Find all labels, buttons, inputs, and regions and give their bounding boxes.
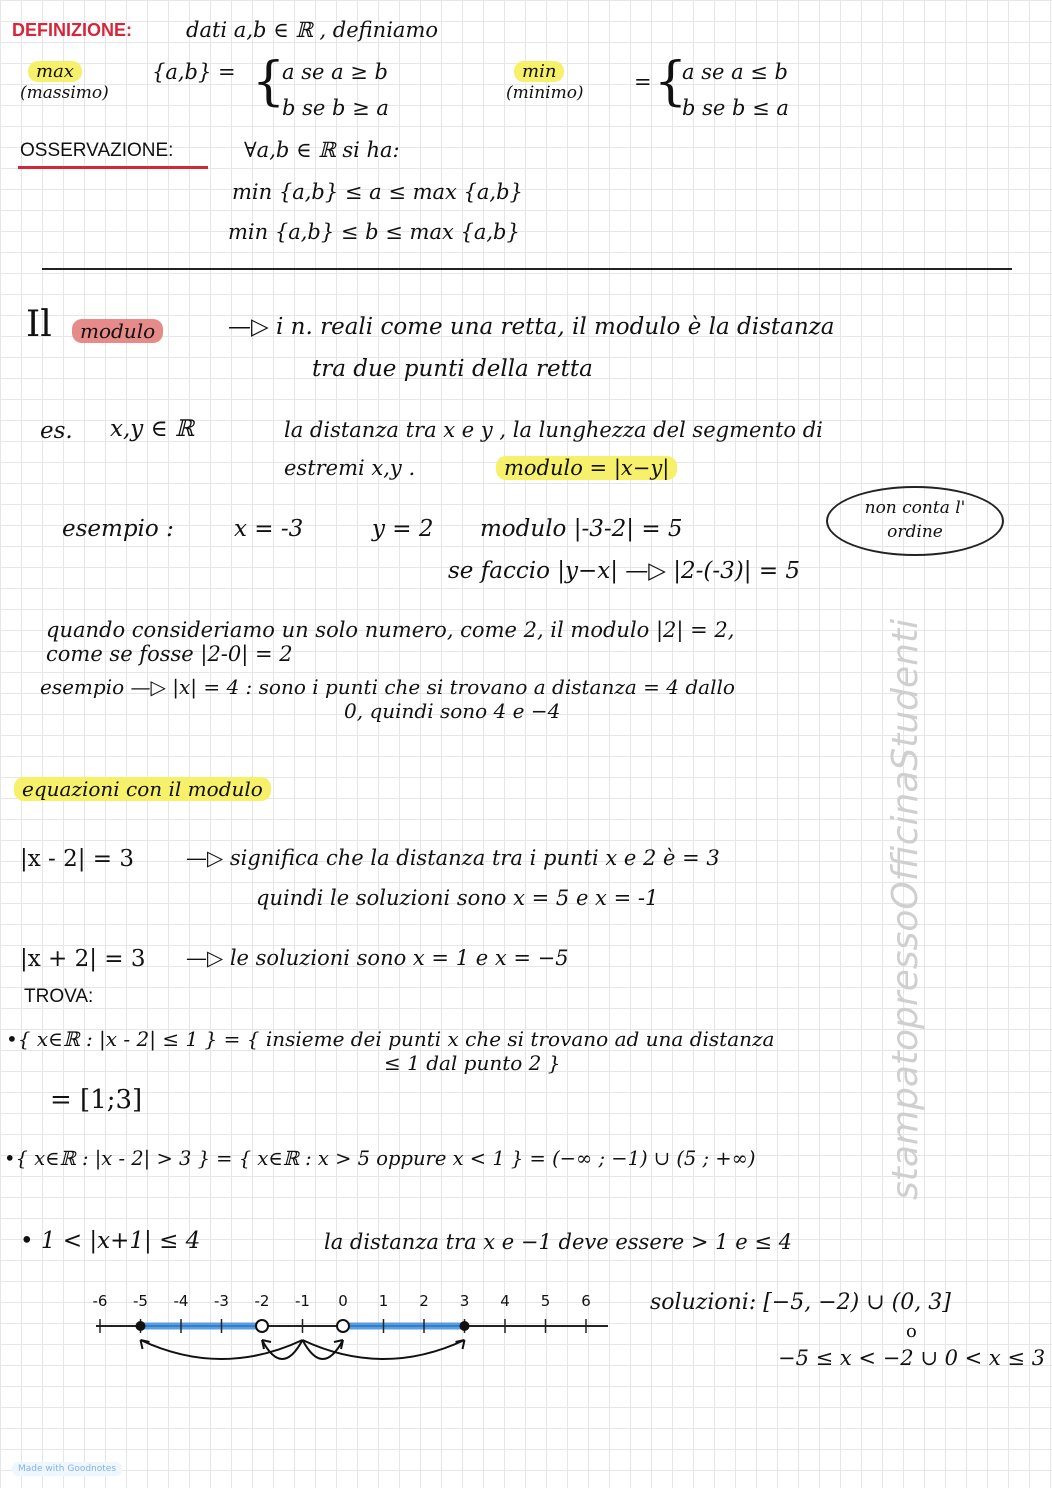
closed-point (460, 1321, 470, 1331)
esempio2-2: 0, quindi sono 4 e −4 (344, 699, 561, 723)
min-case-2: b se b ≤ a (682, 96, 789, 120)
oval-line-1: non conta l' (864, 498, 966, 518)
tick-label: 5 (540, 1292, 551, 1310)
max-lhs: {a,b} = (152, 60, 236, 84)
definizione-label: DEFINIZIONE: (12, 20, 132, 40)
modulo-desc-1: —▷ i n. reali come una retta, il modulo è la distanza (228, 314, 835, 340)
osservazione-line-2: min {a,b} ≤ b ≤ max {a,b} (228, 220, 520, 244)
trova-label: TROVA: (24, 986, 94, 1007)
tick-label: 0 (338, 1292, 348, 1310)
eq1-text: —▷ significa che la distanza tra i punti x e 2 è = 3 (186, 846, 720, 870)
es-text-2: estremi x,y . (284, 456, 416, 480)
tick-label: -6 (92, 1292, 108, 1310)
max-sub: (massimo) (20, 83, 109, 103)
max-brace: { (252, 52, 286, 112)
note-oval (826, 486, 1004, 556)
eq1: |x - 2| = 3 (20, 846, 135, 872)
watermark: stampatopressoOfficinaStudenti (885, 618, 926, 1200)
es-formula-text: modulo = |x−y| (496, 456, 677, 480)
set-2: •{ x∈ℝ : |x - 2| > 3 } = { x∈ℝ : x > 5 oppure x < 1 } = (−∞ ; −1) ∪ (5 ; +∞) (4, 1147, 756, 1170)
max-case-2: b se b ≥ a (282, 96, 389, 120)
set-1: •{ x∈ℝ : |x - 2| ≤ 1 } = { insieme dei punti x che si trovano ad una distanza (6, 1027, 775, 1051)
number-line (70, 1280, 610, 1380)
min-label-text: min (514, 61, 564, 82)
esempio-label: esempio : (62, 516, 174, 542)
min-brace: { (654, 52, 688, 112)
soluzioni-o: o (906, 1321, 917, 1342)
min-case-1: a se a ≤ b (682, 60, 788, 84)
soluzioni-2: −5 ≤ x < −2 ∪ 0 < x ≤ 3 (778, 1346, 1046, 1370)
eq1-text-2: quindi le soluzioni sono x = 5 e x = -1 (256, 886, 659, 910)
esempio-mod: modulo |-3-2| = 5 (480, 516, 683, 542)
equazioni-title (14, 778, 271, 801)
tick-label: 2 (419, 1292, 429, 1310)
tick-label: 6 (581, 1292, 591, 1310)
section-divider (42, 268, 1012, 270)
set-1-res: = [1;3] (50, 1085, 143, 1115)
modulo-title (72, 320, 163, 343)
min-eq: = (634, 70, 652, 94)
tick-label: 4 (500, 1292, 510, 1310)
min-label (514, 62, 564, 83)
min-sub: (minimo) (506, 83, 584, 103)
esempio-faccio: se faccio |y−x| —▷ |2-(-3)| = 5 (448, 558, 801, 584)
modulo-il: Il (26, 304, 52, 345)
quando-2: come se fosse |2-0| = 2 (46, 642, 293, 666)
definizione-intro: dati a,b ∈ ℝ , definiamo (186, 18, 438, 42)
set-1-b: ≤ 1 dal punto 2 } (384, 1051, 561, 1075)
set-3: • 1 < |x+1| ≤ 4 (20, 1228, 201, 1254)
eq2-text: —▷ le soluzioni sono x = 1 e x = −5 (186, 946, 569, 970)
tick-label: -1 (295, 1292, 310, 1310)
osservazione-line-1: min {a,b} ≤ a ≤ max {a,b} (232, 180, 523, 204)
esempio2-1: esempio —▷ |x| = 4 : sono i punti che si trovano a distanza = 4 dallo (40, 675, 735, 699)
tick-label: -2 (254, 1292, 270, 1310)
open-point (256, 1320, 268, 1332)
osservazione-text: ∀a,b ∈ ℝ si ha: (244, 138, 400, 162)
esempio-x: x = -3 (234, 516, 304, 542)
closed-point (136, 1321, 146, 1331)
oval-line-2: ordine (887, 522, 943, 542)
tick-label: 1 (378, 1292, 389, 1310)
quando-1: quando consideriamo un solo numero, come 2, il modulo |2| = 2, (46, 618, 735, 642)
modulo-desc-2: tra due punti della retta (312, 356, 593, 382)
max-case-1: a se a ≥ b (282, 60, 388, 84)
arrow-to-minus-5 (141, 1340, 303, 1359)
open-point (337, 1320, 349, 1332)
tick-label: -4 (173, 1292, 189, 1310)
soluzioni: soluzioni: [−5, −2) ∪ (0, 3] (650, 1290, 951, 1315)
goodnotes-badge: Made with Goodnotes (12, 1462, 122, 1476)
arrow-to-3 (303, 1340, 465, 1359)
eq2: |x + 2| = 3 (20, 946, 146, 972)
es-vars: x,y ∈ ℝ (110, 416, 195, 442)
max-label (28, 62, 82, 83)
osservazione-label: OSSERVAZIONE: (20, 140, 174, 161)
equazioni-title-text: equazioni con il modulo (14, 777, 271, 801)
tick-label: -5 (133, 1292, 148, 1310)
modulo-title-text: modulo (72, 319, 163, 343)
tick-label: -3 (214, 1292, 229, 1310)
tick-label: 3 (459, 1292, 470, 1310)
esempio-y: y = 2 (372, 516, 434, 542)
es-formula (496, 456, 677, 480)
es-label: es. (40, 418, 73, 444)
es-text-1: la distanza tra x e y , la lunghezza del segmento di (284, 418, 823, 442)
osservazione-underline (18, 166, 208, 169)
set-3-text: la distanza tra x e −1 deve essere > 1 e ≤ 4 (324, 1230, 792, 1254)
max-label-text: max (28, 61, 82, 82)
